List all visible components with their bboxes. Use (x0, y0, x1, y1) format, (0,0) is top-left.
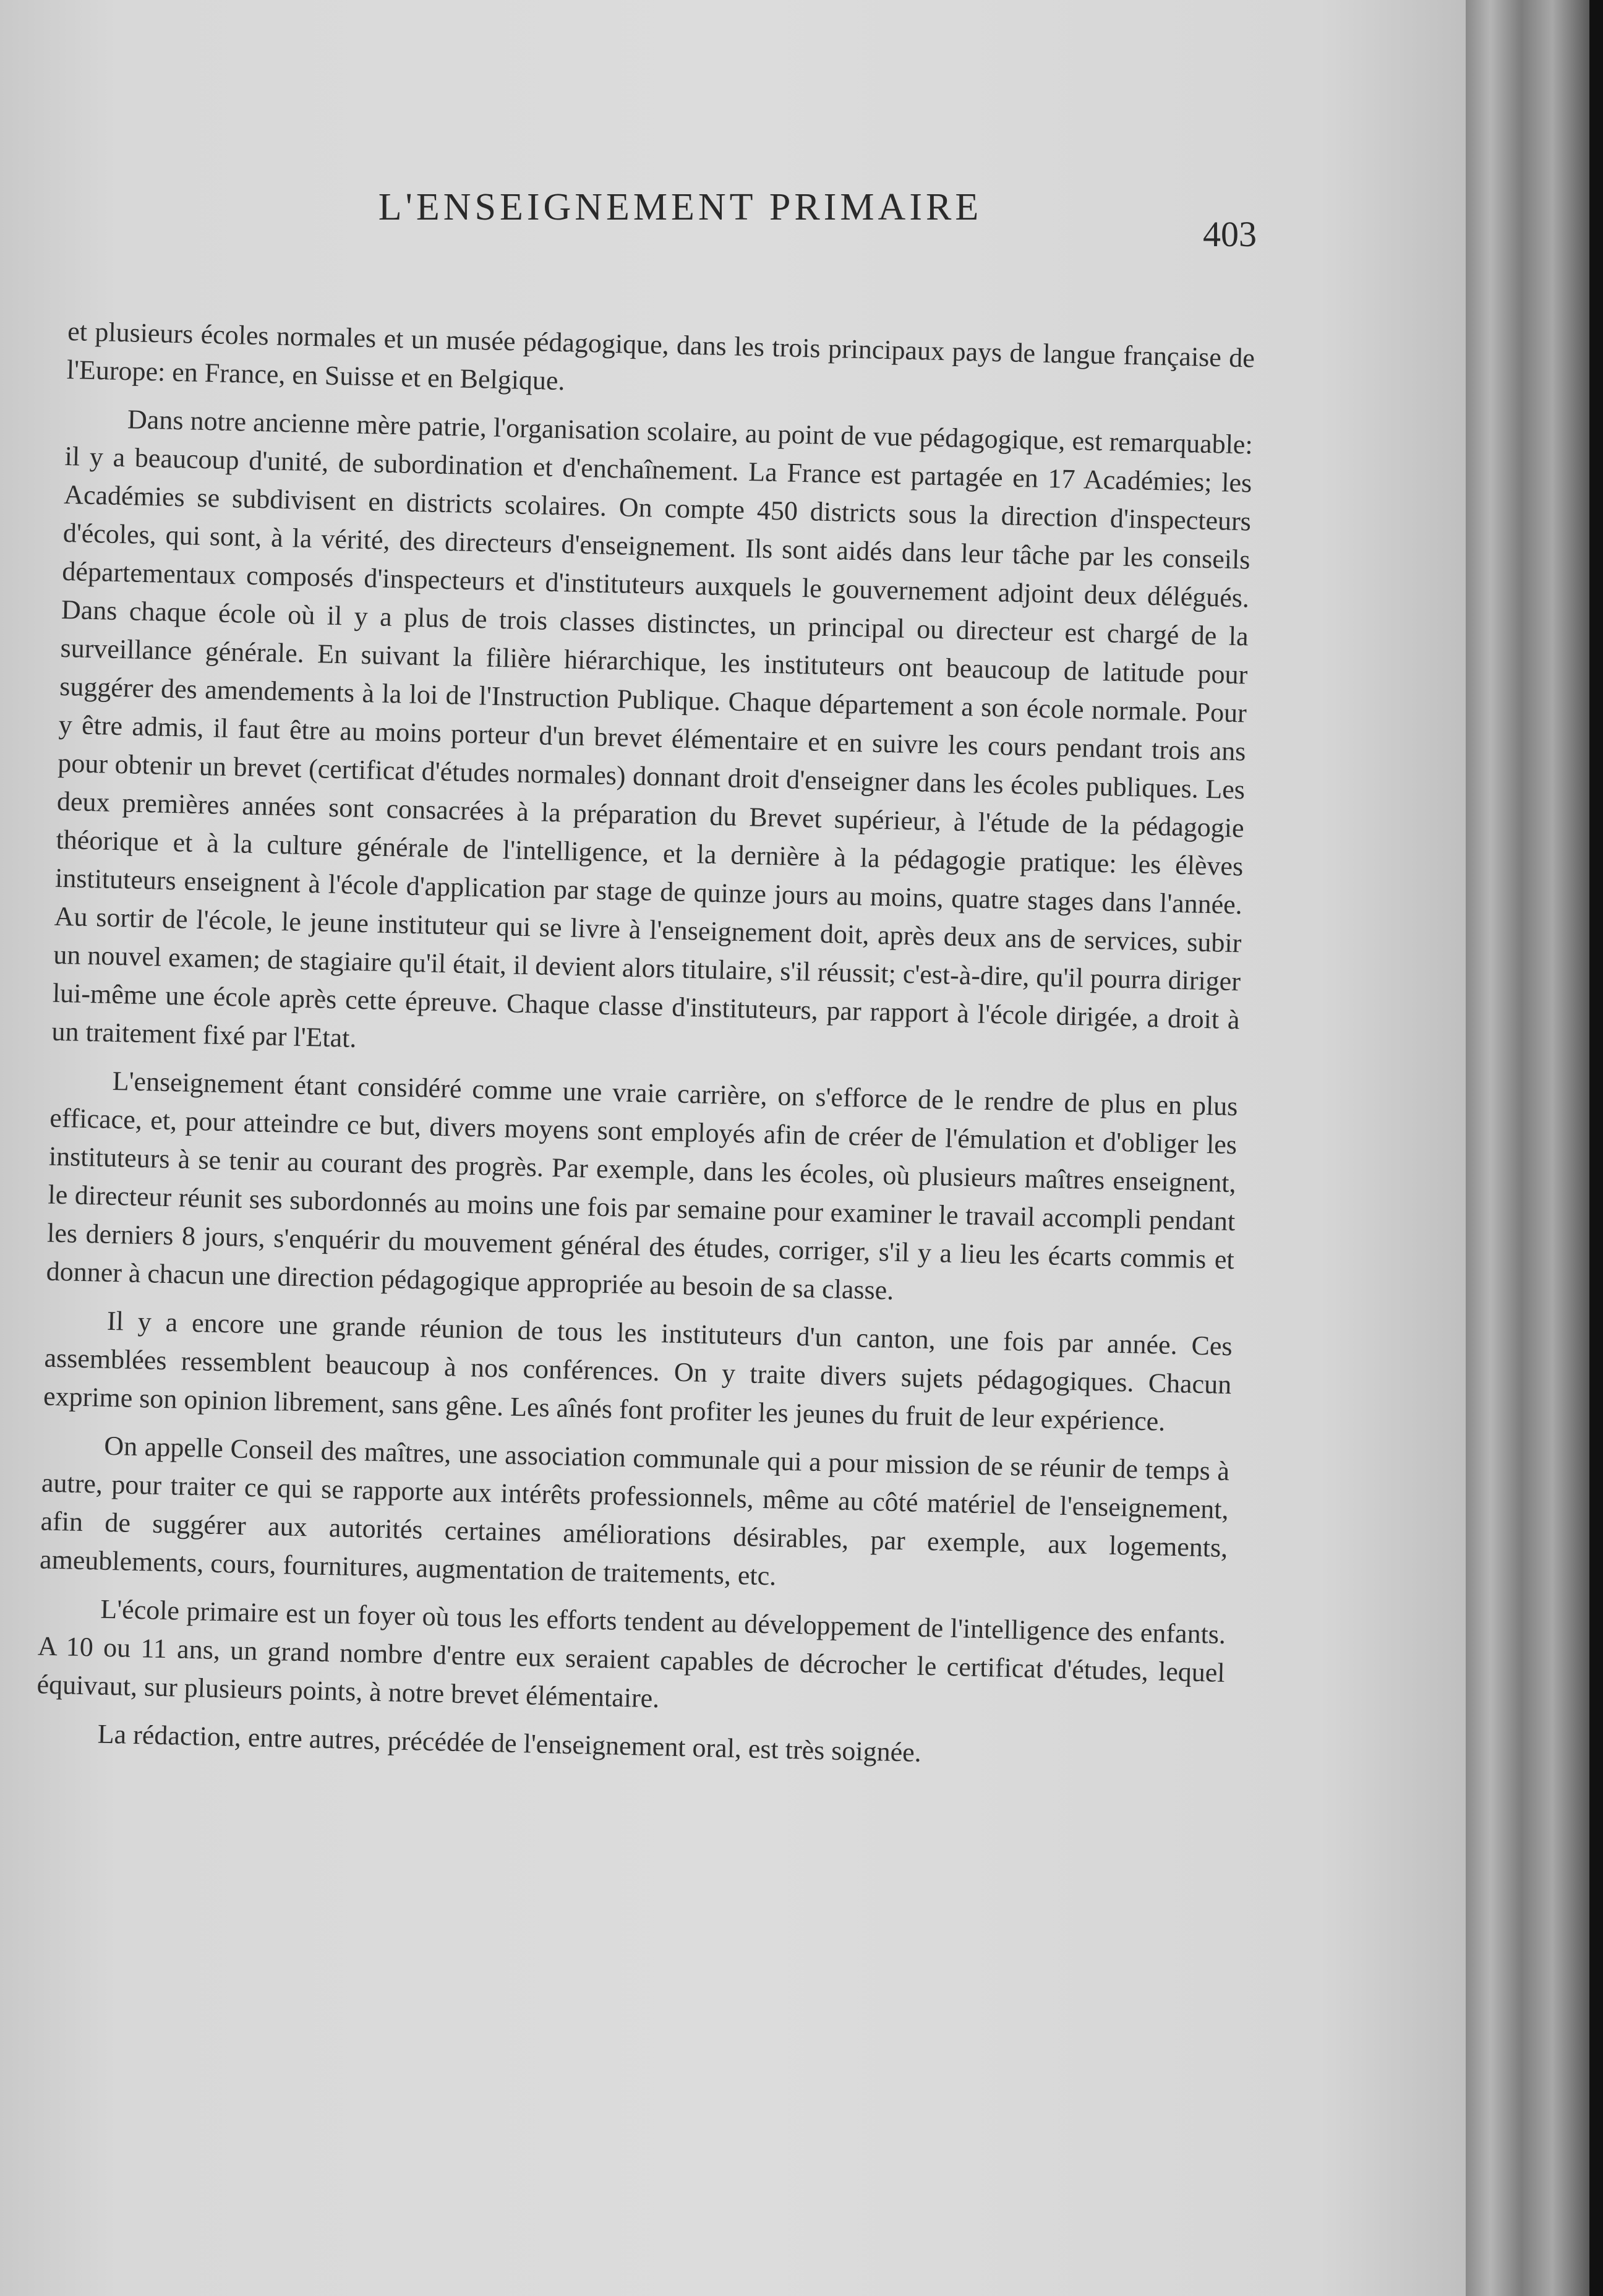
page-number: 403 (1203, 214, 1257, 254)
paragraph-redaction: La rédaction, entre autres, précédée de l'enseignement oral, est très soignée. (97, 1718, 922, 1768)
running-head: L'ENSEIGNEMENT PRIMAIRE (378, 186, 983, 228)
paragraph-ecole-primaire: L'école primaire est un foyer où tous les efforts tendent au développement de l'intelligence des enfants. A 10 ou 11 ans, un grand nombre d'entre eux seraient capables de décrocher le certificat d'études, lequel équivaut, sur plusieurs points, à notre brevet élémentaire. (36, 1593, 1226, 1714)
paragraph-french-organisation: Dans notre ancienne mère patrie, l'organisation scolaire, au point de vue pédagogique, est remarquable: il y a beaucoup d'unité, de subordination et d'enchaînement. La France est partagée en 17 Académies; les Académies se subdivisent en districts scolaires. On compte 450 districts sous la direction d'inspecteurs d'écoles, qui sont, à la vérité, des directeurs d'enseignement. Ils sont aidés dans leur tâche par les conseils départementaux composés d'inspecteurs et d'instituteurs auxquels le gouvernement adjoint deux délégués. Dans chaque école où il y a plus de trois classes distinctes, un principal ou directeur est chargé de la surveillance générale. En suivant la filière hiérarchique, les instituteurs ont beaucoup de latitude pour suggérer des amendements à la loi de l'Instruction Publique. Chaque département a son école normale. Pour y être admis, il faut être au moins porteur d'un brevet élémentaire et en suivre les cours pendant trois ans pour obtenir un brevet (certificat d'études normales) donnant droit d'enseigner dans les écoles publiques. Les deux premières années sont consacrées à la préparation du Brevet supérieur, à l'étude de la pédagogie théorique et à la culture générale de l'intelligence, et la dernière à la pédagogie pratique: les élèves instituteurs enseignent à l'école d'application par stage de quinze jours au moins, quatre stages dans l'année. Au sortir de l'école, le jeune instituteur qui se livre à l'enseignement doit, après deux ans de services, subir un nouvel examen; de stagiaire qu'il était, il devient alors titulaire, s'il réussit; c'est-à-dire, qu'il pourra diriger lui-même une école après cette épreuve. Chaque classe d'instituteurs, par rapport à l'école dirigée, a droit à un traitement fixé par l'Etat. (51, 404, 1254, 1053)
book-binding (1466, 0, 1589, 2296)
body-text (35, 312, 1255, 1789)
paragraph-continued: et plusieurs écoles normales et un musée pédagogique, dans les trois principaux pays de langue française de l'Europe: en France, en Suisse et en Belgique. (66, 315, 1255, 396)
paragraph-canton-meeting: Il y a encore une grande réunion de tous les instituteurs d'un canton, une fois par année. Ces assemblées ressemblent beaucoup à nos conférences. On y traite divers sujets pédagogiques. Chacun exprime son opinion librement, sans gêne. Les aînés font profiter les jeunes du fruit de leur expérience. (43, 1305, 1233, 1437)
paragraph-career: L'enseignement étant considéré comme une vraie carrière, on s'efforce de le rendre de plus en plus efficace, et, pour atteindre ce but, divers moyens sont employés afin de créer de l'émulation et d'obliger les instituteurs à se tenir au courant des progrès. Par exemple, dans les écoles, où plusieurs maîtres enseignent, le directeur réunit ses subordonnés au moins une fois par semaine pour examiner le travail accompli pendant les derniers 8 jours, s'enquérir du mouvement général des études, corriger, s'il y a lieu les écarts commis et donner à chacun une direction pédagogique appropriée au besoin de sa classe. (46, 1065, 1238, 1306)
scan-edge (1589, 0, 1603, 2296)
paragraph-conseil-des-maitres: On appelle Conseil des maîtres, une association communale qui a pour mission de se réunir de temps à autre, pour traiter ce qui se rapporte aux intérêts professionnels, même au côté matériel de l'enseignement, afin de suggérer aux autorités certaines améliorations désirables, par exemple, aux logements, ameublements, cours, fournitures, augmentation de traitements, etc. (39, 1430, 1230, 1591)
